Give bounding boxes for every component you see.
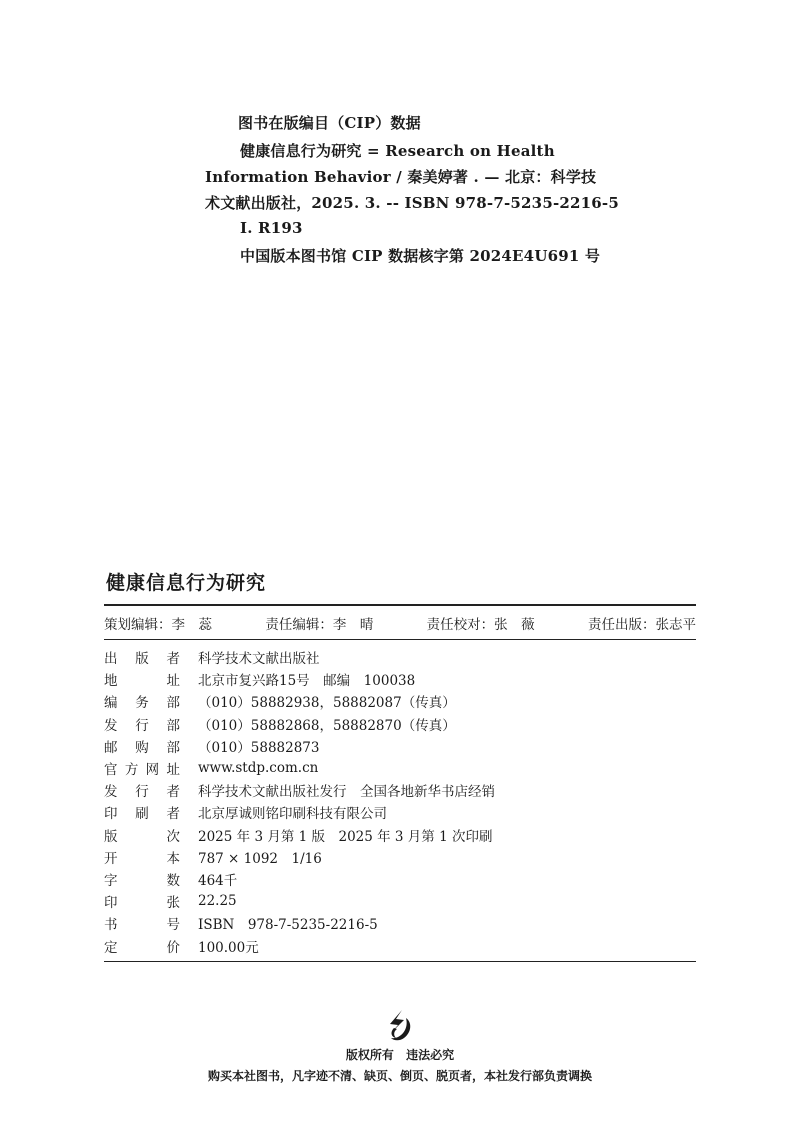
row-label xyxy=(104,669,198,689)
row-label xyxy=(104,780,198,800)
row-value: （010）58882868，58882870（传真） xyxy=(198,717,456,734)
row-value: 787 × 1092 1/16 xyxy=(198,850,322,867)
row-value: 科学技术文献出版社 xyxy=(198,651,320,668)
colophon-row xyxy=(104,757,696,779)
colophon xyxy=(104,568,696,962)
rights-statement: 版权所有 违法必究 xyxy=(345,1048,455,1062)
row-label-char: 部 xyxy=(166,739,180,756)
cip-line-isbn: 术文献出版社，2025. 3. -- ISBN 978-7-5235-2216-5 xyxy=(205,194,619,212)
row-label-char: 刷 xyxy=(135,806,149,823)
row-label-char: 发 xyxy=(104,717,118,734)
row-label-char: 购 xyxy=(135,739,149,756)
editor-responsible: 责任编辑：李 晴 xyxy=(265,617,374,633)
row-value: 22.25 xyxy=(198,893,237,910)
editor-publishing: 责任出版：张志平 xyxy=(587,617,696,633)
cip-line-record: 中国版本图书馆 CIP 数据核字第 2024E4U691 号 xyxy=(240,247,601,265)
row-label-char: 数 xyxy=(166,872,180,889)
row-label-char: 址 xyxy=(166,673,180,690)
colophon-row xyxy=(104,846,696,868)
row-label xyxy=(104,758,198,778)
colophon-row xyxy=(104,713,696,735)
row-label-char: 邮 xyxy=(104,739,118,756)
row-label xyxy=(104,869,198,889)
row-label-char: 字 xyxy=(104,872,118,889)
cip-title: 图书在版编目（CIP）数据 xyxy=(238,114,421,132)
row-label-char: 定 xyxy=(104,939,118,956)
colophon-row xyxy=(104,646,696,668)
row-label xyxy=(104,691,198,711)
row-label-char: 址 xyxy=(166,762,180,779)
colophon-row xyxy=(104,690,696,712)
row-label xyxy=(104,913,198,933)
row-label xyxy=(104,802,198,822)
cip-line-class: Ⅰ. R193 xyxy=(240,219,303,237)
row-value: 科学技术文献出版社发行 全国各地新华书店经销 xyxy=(198,784,495,801)
row-label xyxy=(104,847,198,867)
colophon-rows xyxy=(104,640,696,957)
row-label xyxy=(104,736,198,756)
editor-planning: 策划编辑：李 蕊 xyxy=(104,617,212,633)
row-value: ISBN 978-7-5235-2216-5 xyxy=(198,917,378,934)
row-value: 北京市复兴路15号 邮编 100038 xyxy=(198,673,416,690)
row-value: 2025 年 3 月第 1 版 2025 年 3 月第 1 次印刷 xyxy=(198,828,493,845)
row-label-char: 行 xyxy=(135,784,149,801)
colophon-row xyxy=(104,934,696,956)
row-value: www.stdp.com.cn xyxy=(198,760,319,777)
row-label-char: 次 xyxy=(166,828,180,845)
row-value: （010）58882938，58882087（传真） xyxy=(198,695,456,712)
row-label-char: 本 xyxy=(166,850,180,867)
colophon-row xyxy=(104,890,696,912)
row-label-char: 者 xyxy=(166,784,180,801)
publisher-logo-icon xyxy=(382,1008,418,1044)
row-label-char: 地 xyxy=(104,673,118,690)
row-label-char: 书 xyxy=(104,917,118,934)
row-label-char: 出 xyxy=(104,651,118,668)
row-label xyxy=(104,825,198,845)
colophon-row xyxy=(104,912,696,934)
row-label-char: 编 xyxy=(104,695,118,712)
row-label-char: 务 xyxy=(135,695,149,712)
row-label-char: 开 xyxy=(104,850,118,867)
editors-line xyxy=(104,606,696,639)
row-label xyxy=(104,714,198,734)
colophon-row xyxy=(104,868,696,890)
row-value: （010）58882873 xyxy=(198,739,320,756)
footer xyxy=(0,1008,800,1084)
colophon-row xyxy=(104,779,696,801)
row-value: 464千 xyxy=(198,872,238,889)
exchange-notice: 购买本社图书，凡字迹不清、缺页、倒页、脱页者，本社发行部负责调换 xyxy=(207,1069,592,1083)
colophon-row xyxy=(104,668,696,690)
row-label-char: 版 xyxy=(135,651,149,668)
editor-proofreader: 责任校对：张 薇 xyxy=(426,617,535,633)
divider-bottom xyxy=(104,961,696,962)
row-label xyxy=(104,647,198,667)
colophon-row xyxy=(104,801,696,823)
row-label-char: 方 xyxy=(124,762,139,779)
cip-line-title: 健康信息行为研究 = Research on Health xyxy=(240,142,555,160)
row-label-char: 部 xyxy=(166,717,180,734)
row-label-char: 者 xyxy=(166,651,180,668)
colophon-row xyxy=(104,824,696,846)
row-label-char: 版 xyxy=(104,828,118,845)
row-label xyxy=(104,891,198,911)
row-label xyxy=(104,936,198,956)
row-label-char: 官 xyxy=(104,762,118,779)
row-label-char: 行 xyxy=(135,717,149,734)
row-label-char: 张 xyxy=(166,895,180,912)
row-label-char: 价 xyxy=(166,939,180,956)
colophon-row xyxy=(104,735,696,757)
row-label-char: 部 xyxy=(166,695,180,712)
row-label-char: 印 xyxy=(104,895,118,912)
row-value: 北京厚诚则铭印刷科技有限公司 xyxy=(198,806,387,823)
row-value: 100.00元 xyxy=(198,939,259,956)
row-label-char: 发 xyxy=(104,784,118,801)
cip-line-author: Information Behavior / 秦美婷著 . — 北京：科学技 xyxy=(205,168,597,186)
row-label-char: 号 xyxy=(166,917,180,934)
row-label-char: 网 xyxy=(145,762,160,779)
book-title: 健康信息行为研究 xyxy=(106,572,267,594)
row-label-char: 印 xyxy=(104,806,118,823)
row-label-char: 者 xyxy=(166,806,180,823)
